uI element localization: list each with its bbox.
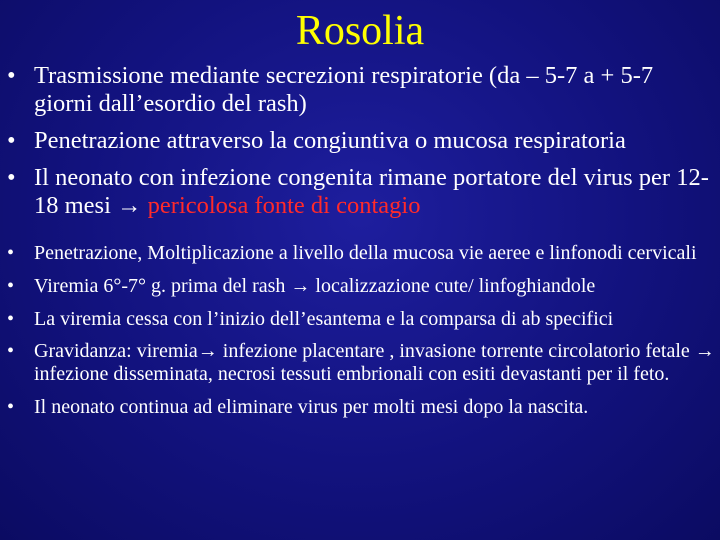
list-item	[0, 340, 715, 386]
bullet-icon: •	[7, 242, 15, 264]
list-item	[0, 396, 715, 419]
bullet-icon: •	[7, 127, 16, 154]
detail-bullet-list	[0, 242, 715, 419]
main-bullet-list	[0, 62, 715, 220]
bullet-text: Trasmissione mediante secrezioni respiratorie (da – 5-7 a + 5-7 giorni dall’esordio del rash)	[34, 62, 654, 117]
bullet-icon: •	[7, 340, 15, 363]
list-item	[0, 62, 715, 118]
bullet-text: Viremia 6°-7° g. prima del rash → localizzazione cute/ linfoghiandole	[34, 274, 596, 297]
list-item	[0, 275, 715, 298]
bullet-text: Penetrazione attraverso la congiuntiva o mucosa respiratoria	[34, 127, 626, 154]
bullet-text: Penetrazione, Moltiplicazione a livello della mucosa vie aeree e linfonodi cervicali	[34, 242, 697, 264]
list-item	[0, 308, 715, 331]
list-item	[0, 164, 715, 220]
bullet-icon: •	[7, 395, 15, 418]
bullet-icon: •	[7, 164, 16, 191]
bullet-text: La viremia cessa con l’inizio dell’esantema e la comparsa di ab specifici	[34, 307, 614, 330]
highlight-text: pericolosa fonte di contagio	[147, 192, 421, 219]
list-item	[0, 242, 715, 265]
bullet-text: Il neonato continua ad eliminare virus per molti mesi dopo la nascita.	[34, 395, 589, 418]
slide-title: Rosolia	[295, 8, 425, 54]
bullet-icon: •	[7, 274, 15, 297]
list-item	[0, 127, 715, 155]
bullet-text: Gravidanza: viremia→ infezione placentare , invasione torrente circolatorio fetale → infezione disseminata, necrosi tessuti embrionali con esiti devastanti per il feto.	[34, 340, 715, 386]
bullet-icon: •	[7, 62, 16, 89]
bullet-text: Il neonato con infezione congenita rimane portatore del virus per 12-18 mesi →	[34, 164, 709, 219]
bullet-icon: •	[7, 307, 15, 330]
